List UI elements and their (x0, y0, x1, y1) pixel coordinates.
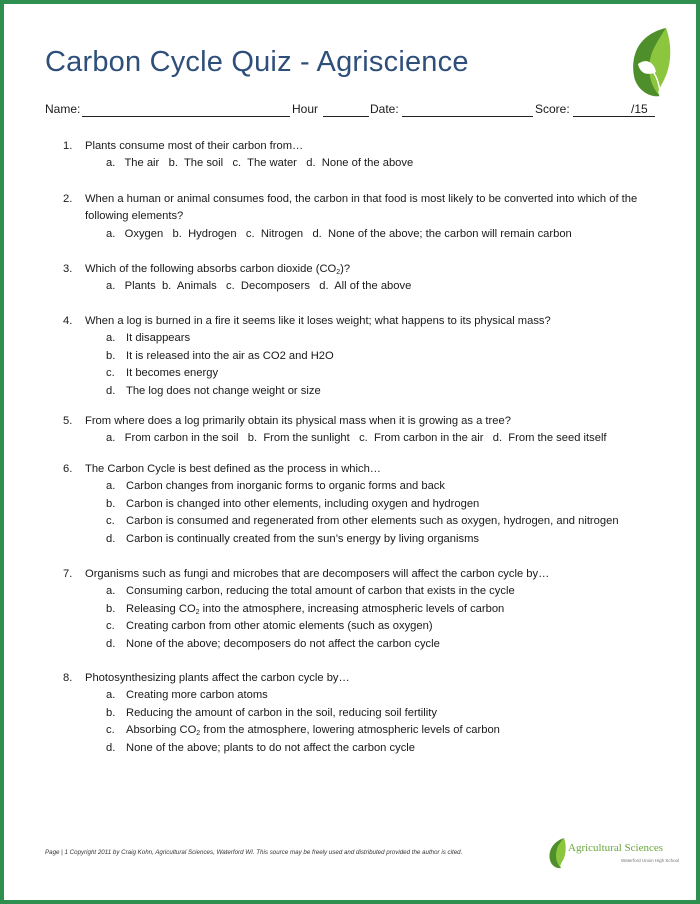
question-text: When a human or animal consumes food, the carbon in that food is most likely to be converted into which of the following elements? (85, 193, 638, 223)
name-blank[interactable] (82, 116, 290, 117)
answer-options[interactable]: a. Oxygen b. Hydrogen c. Nitrogen d. None of the above; the carbon will remain carbon (106, 228, 572, 240)
answer-options[interactable]: a. From carbon in the soil b. From the sunlight c. From carbon in the air d. From the seed itself (106, 432, 607, 445)
footer-copyright: Page | 1 Copyright 2011 by Craig Kohn, Agricultural Sciences, Waterford WI. This source may be freely used and distributed provided the author is cited. (45, 849, 463, 856)
score-label: Score: (535, 102, 570, 116)
question-number: 2. (63, 193, 73, 205)
answer-options[interactable]: a. The air b. The soil c. The water d. None of the above (106, 157, 414, 170)
footer-logo-text: Agricultural Sciences (568, 842, 663, 854)
question-text: Plants consume most of their carbon from… (85, 140, 304, 152)
page-title: Carbon Cycle Quiz - Agriscience (45, 46, 469, 78)
question-number: 4. (63, 315, 73, 327)
quiz-page: Carbon Cycle Quiz - Agriscience Name: Hour Date: Score: /15 1. Plants consume most of their carbon from… a. The air b. The soil c. The water d. None of the above 2. When a human or animal consumes food, the carbon in that food is most likely to be converted into which of the following elements? a. Oxygen b. Hydrogen c. Nitrogen d. None of the above; the carbon will remain carbon 3. Which of the following absorbs carbon dioxide $(CO_2)$? a. Plants b. Animals c. Decomposers d. All of the above 4. When a log is burned in a fire it seems like it loses weight; what happens to its physical mass? a. It disappears b. It is released into the air as CO2 and H2O c. It becomes energy d. The log does not change weight or size 5. From where does a log primarily obtain its physical mass when it is growing as a tree? a. From carbon in the soil b. From the sunlight c. From carbon in the air d. From the seed itself 6. The Carbon Cycle is best defined as the process in which… a. Carbon changes from inorganic forms to organic forms and back b. Carbon is changed into other elements, including oxygen and hydrogen c. Carbon is consumed and regenerated from other elements such as oxygen, hydrogen, and nitrogen d. Carbon is continually created from the sun’s energy by living organisms 7. Organisms such as fungi and microbes that are decomposers will affect the carbon cycle by… a. Consuming carbon, reducing the total amount of carbon that exists in the cycle b. Releasing $CO_2$ into the atmosphere, increasing atmospheric levels of carbon c. Creating carbon from other atomic elements (such as oxygen) d. None of the above; decomposers do not affect the carbon cycle 8. Photosynthesizing plants affect the carbon cycle by… a. Creating more carbon atoms b. Reducing the amount of carbon in the soil, reducing soil fertility c. Absorbing $CO_2$ from the atmosphere, lowering atmospheric levels of carbon d. None of the above; plants to do not affect the carbon cycle Page | 1 Copyright 2011 by Craig Kohn, Agricultural Sciences, Waterford WI. This source may be freely used and distributed provided the author is cited. Agricultural Sciences Waterford Union High School (6, 6, 694, 898)
date-label: Date: (370, 102, 399, 116)
question-number: 1. (63, 140, 73, 152)
hour-label: Hour (292, 102, 319, 116)
student-info-line (45, 102, 655, 118)
hour-blank[interactable] (323, 116, 369, 117)
question-number: 6. (63, 463, 73, 475)
leaf-logo-icon (626, 24, 676, 104)
question-number: 5. (63, 415, 73, 427)
question-number: 3. (63, 263, 73, 275)
question-number: 8. (63, 672, 73, 684)
footer-leaf-icon (546, 836, 568, 870)
question-text: From where does a log primarily obtain its physical mass when it is growing as a tree? (85, 415, 511, 427)
footer-logo-subtext: Waterford Union High School (621, 858, 680, 863)
footer-logo (546, 836, 680, 875)
question-text: Which of the following absorbs carbon dioxide $(CO_2)$? (85, 263, 351, 276)
score-total: /15 (631, 102, 648, 116)
question-text: Photosynthesizing plants affect the carbon cycle by… (85, 672, 350, 684)
date-blank[interactable] (402, 116, 533, 117)
question-text: When a log is burned in a fire it seems like it loses weight; what happens to its physical mass? (85, 315, 551, 327)
name-label: Name: (45, 102, 81, 116)
question-text: Organisms such as fungi and microbes that are decomposers will affect the carbon cycle by… (85, 568, 550, 580)
question-text: The Carbon Cycle is best defined as the process in which… (85, 463, 381, 475)
answer-options[interactable]: a. Plants b. Animals c. Decomposers d. All of the above (106, 280, 412, 293)
question-number: 7. (63, 568, 73, 580)
score-blank[interactable] (573, 116, 655, 117)
